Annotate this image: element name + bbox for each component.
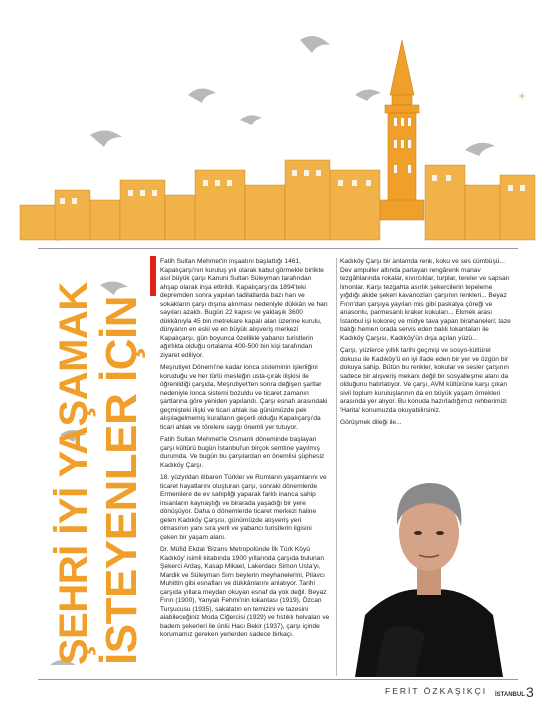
skyline-illustration (0, 0, 547, 245)
paragraph: Dr. Müfid Ekdal 'Bizans Metropolünde İlk Türk Köyü Kadıköy' isimli kitabında 1900 yıllarında çarşıda bulunan Şekerci Ardaş, Kasap Mikael, Lakerdacı Simon Usta'yı, Mardik ve Süleyman Sırrı beylerin meyhanelerini, Pilavcı Muhittin gibi esnafları ve dükkânlarını anlatıyor. Tarihi çarşıda yıllara meydan okuyan esnaf da yok değil. Beyaz Fırın (1900), Yanyalı Fehmi'nin lokantası (1919), Özcan Turşucusu (1935), sakatatın en temizini ve tazesini alabileceğiniz Moda Ciğercisi (1929) ve fıstıklı helvaları ve badem şekerleri ile ünlü Hacı Bekir (1937), çarşı içinde korumamız gereken yerlerden sadece birkaçı. (160, 546, 330, 638)
column-divider (336, 258, 337, 676)
drop-cap-marker (150, 256, 156, 296)
paragraph: Fatih Sultan Mehmet'le Osmanlı döneminde başlayan çarşı kültürü bugün İstanbul'un birçok semtine yayılmış durumda. Ve bugün bu çarşılardan en önemlisi şüphesiz Kadıköy Çarşı. (160, 436, 325, 469)
galata-tower-illustration (0, 0, 547, 245)
paragraph: Görüşmek dileği ile... (340, 419, 402, 426)
paragraph: Çarşı, yüzlerce yıllık tarihi geçmişi ve sosyo-kültürel dokusu ile Kadıköy'ü en iyi ifade eden bir yer ve özgün bir dokuya sahip. Bütün bu renkler, kokular ve sesler çarşının sadece bir alışveriş mekanı değil bir sosyalleşme alanı da olduğunu hatırlatıyor. Ve çarşı, AVM kültürüne karşı çıkan sivil toplum kuruluşlarının da en büyük yaşam örnekleri arasında yer alıyor. Bu konuda hazırladığımız rehberimizi 'Harita' konumuzda okuyabilirsiniz. (340, 347, 509, 414)
portrait-photo (345, 455, 513, 677)
paragraph: 18. yüzyıldan itibaren Türkler ve Rumların yaşamlarını ve ticaret hayatlarını oluşturan çarşı, sonraki dönemlerde Ermenilere de ev sahipliği yaparak farklı inanca sahip insanların kaynaştığı ve birarada yaşadığı bir yere dönüşüyor. Daha o dönemlerde ticaret merkezi haline gelen Kadıköy Çarşısı, günümüzde alışveriş yeri olmasının yanı sıra yerli ve yabancı turistlerin ilgisini çeken bir yaşam alanı. (160, 474, 327, 541)
page-number: 3 (526, 684, 534, 700)
headline-line-1: ŞEHRİ İYİ YAŞAMAK (52, 282, 96, 665)
paragraph: Kadıköy Çarşı bir anlamda renk, koku ve ses cümbüşü... Dev ampuller altında parlayan rengârenk manav tezgâhlarında rokalar, kıvırcıklar, turplar, tereler ve sapsarı limonlar. Karşı tezgahta asırlık şekercilerin tepeleme yığdığı akide şekeri kavanozları çarşının renkleri... Beyaz Fırın'dan çarşıya yayılan mis gibi paskalya çöreği ve anasonlu, parmesanlı kraker kokuları... Ekmek arası İstanbul işi kokoreç ve midye tava yapan birahaneleri; taze balığı hemen orada servis eden balık lokantaları ile Kadıköy Çarşısı, Kadıköy'ün dışa açılan yüzü... (340, 258, 511, 342)
vertical-headline (40, 265, 160, 665)
magazine-name: İSTANBUL (495, 692, 525, 698)
paragraph: Meşrutiyet Dönemi'ne kadar lonca sisteminin işlerliğini koruduğu ve her türlü mesleğin usta-çırak ilişkisi ile öğrenildiği çarşıda, Meşrutiyet'ten sonra değişen şartlar nedeniyle lonca sistemi bozuldu ve ticaret zamanın şartlarına göre yeniden yapılandı. Çarşı esnafı arasındaki geçmişteki ilişki ve ticari ahlak ise günümüzde pek alışılagelmemiş kuralların geçerli olduğu Kapalıçarşı'da ticari ahlak ve törelere saygı önemli yer tutuyor. (160, 364, 328, 431)
author-byline: FERİT ÖZKAŞIKÇI (385, 686, 488, 696)
article-column-2 (340, 258, 512, 432)
headline-text (40, 265, 160, 665)
headline-line-2: İSTEYENLER İÇİN (97, 296, 146, 665)
paragraph: Fatih Sultan Mehmet'in inşaatını başlattığı 1461, Kapalıçarşı'nın kuruluş yılı olarak kabul görmekle birlikte asıl büyük çarşı Kanuni Sultan Süleyman tarafından ahşap olarak inşa ettirildi. Kapalıçarşı'da 1894'teki depremden sonra yapılan tadilatlarda bazı han ve sokakların çarşı dışına alınması nedeniyle dükkân ve han sayıları azaldı. Bugün 22 kapısı ve yaklaşık 3600 dükkânıyla 45 bin metrekare kapalı alan üzerine kurulu, dünyanın en eski ve en büyük alışveriş merkezi Kapalıçarşı, gün boyunca özellikle yabancı turistlerin ağırlıkta olduğu ortalama 400-500 bin kişi tarafından ziyaret ediliyor. (160, 258, 328, 359)
article-column-1 (160, 258, 330, 644)
